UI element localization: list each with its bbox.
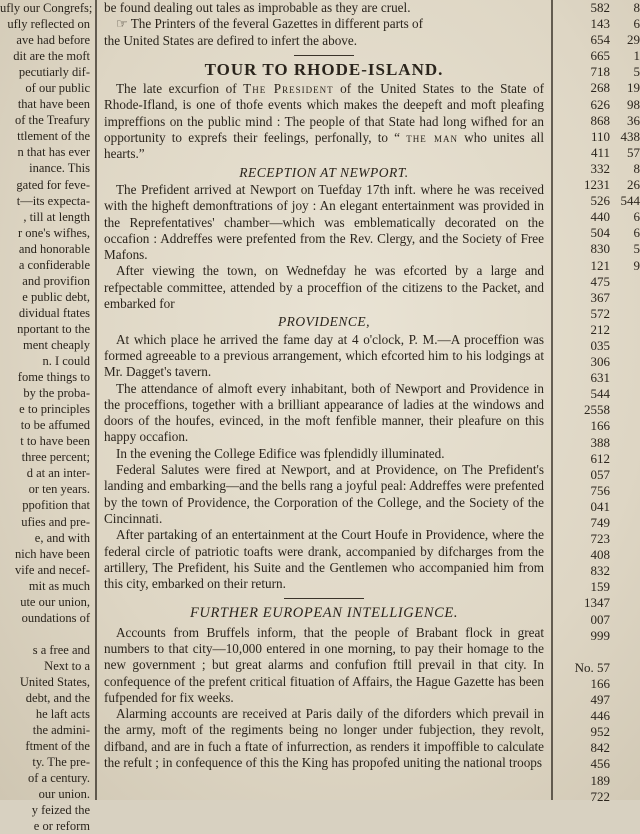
number-row xyxy=(556,113,640,129)
left-column-line: nich have been xyxy=(15,546,90,561)
number-cell: 612 xyxy=(590,450,610,466)
providence-paragraph-4: Federal Salutes were fired at Newport, and at Providence, on The Prefident's landing and embarking—and the bells rang a joyful peal: Addreffes were prefented by the town of Providence, the Corporation of the College, and the Society of the Cincinnati. xyxy=(104,462,544,526)
number-cell xyxy=(610,660,640,676)
number-cell: 110 xyxy=(590,128,610,144)
left-column-line xyxy=(0,626,92,642)
left-column-line: that have been xyxy=(17,97,90,112)
number-cell xyxy=(610,290,640,306)
number-row xyxy=(556,789,640,805)
divider xyxy=(294,55,354,56)
number-cell xyxy=(610,402,640,418)
number-row xyxy=(556,740,640,756)
number-row xyxy=(556,97,640,113)
number-cell: 497 xyxy=(590,692,610,708)
number-cell: 665 xyxy=(590,48,610,64)
number-cell: 057 xyxy=(590,466,610,482)
tour-intro-c: who unites all hearts.” xyxy=(104,130,544,162)
left-column-line: ttlement of the xyxy=(17,129,90,144)
number-cell: 830 xyxy=(590,241,610,257)
number-row xyxy=(556,547,640,563)
number-cell xyxy=(610,805,640,821)
providence-heading: PROVIDENCE, xyxy=(277,314,371,330)
left-column-line: and honorable xyxy=(18,241,90,256)
number-cell: 718 xyxy=(590,64,610,80)
number-cell: 9 xyxy=(633,257,640,273)
number-cell: 438 xyxy=(620,128,640,144)
number-cell: 756 xyxy=(590,482,610,498)
number-cell xyxy=(610,338,640,354)
number-cell: 440 xyxy=(590,209,610,225)
left-column-line: t to have been xyxy=(20,434,90,449)
number-row xyxy=(556,16,640,32)
left-column-line: , till at length xyxy=(23,209,90,224)
left-column-line: ppofition that xyxy=(22,498,90,513)
number-cell: 36 xyxy=(627,112,640,128)
number-row xyxy=(556,402,640,418)
number-cell: 6 xyxy=(633,225,640,241)
number-cell xyxy=(610,322,640,338)
left-column-line: ufly reflected on xyxy=(7,17,90,32)
printers-notice xyxy=(104,16,544,32)
left-column-line: by the proba- xyxy=(23,386,90,401)
left-column-line: t—its expecta- xyxy=(16,193,90,208)
number-row xyxy=(556,756,640,772)
number-row xyxy=(556,161,640,177)
printers-notice-line-2: the United States are defired to infert the above. xyxy=(104,32,358,48)
number-cell xyxy=(610,692,640,708)
number-cell: 388 xyxy=(590,434,610,450)
left-column-line: n. I could xyxy=(42,354,90,369)
left-column-line: s a free and xyxy=(32,642,90,657)
number-row xyxy=(556,386,640,402)
number-row xyxy=(556,0,640,16)
left-column-line: of a century. xyxy=(27,771,90,786)
left-column-line: ment cheaply xyxy=(23,337,90,352)
number-cell: 952 xyxy=(590,724,610,740)
number-row xyxy=(556,209,640,225)
number-row xyxy=(556,612,640,628)
number-cell: 475 xyxy=(590,273,610,289)
number-cell xyxy=(610,306,640,322)
left-column-line: of the Treafury xyxy=(15,113,90,128)
number-row xyxy=(556,595,640,611)
number-cell xyxy=(610,628,640,644)
number-cell: 456 xyxy=(590,756,610,772)
number-cell: 868 xyxy=(590,112,610,128)
number-row xyxy=(556,338,640,354)
number-row xyxy=(556,773,640,789)
number-cell xyxy=(610,515,640,531)
left-column xyxy=(0,0,93,834)
left-column-line: three percent; xyxy=(21,450,90,465)
left-column-line: ufly our Congrefs; xyxy=(0,1,93,15)
number-cell: 189 xyxy=(590,772,610,788)
number-cell: 007 xyxy=(590,611,610,627)
right-column xyxy=(556,0,640,804)
tour-intro-b: of the United States to the State of Rhode-Ifland, is one of thofe events which makes the deepeft and moft pleafing impreffions on the public mind : The people of that State had long wifhed for an opportunity to exprefs their feelings, perfonally, to “ xyxy=(104,81,544,146)
providence-paragraph-2: The attendance of almoft every inhabitant, both of Newport and Providence in the proceffions, together with a brilliant appearance of ladies at the windows and doors of the houfes, evinced, in the moft fenfible manner, their pleafure on this happy occafion. xyxy=(104,380,544,445)
number-cell xyxy=(610,756,640,772)
number-cell: 19 xyxy=(627,80,640,96)
number-cell xyxy=(610,676,640,692)
left-column-line: pecutiarly dif- xyxy=(18,65,90,80)
left-column-line: nportant to the xyxy=(17,321,90,336)
number-cell: 268 xyxy=(590,80,610,96)
number-row xyxy=(556,48,640,64)
number-cell: 832 xyxy=(590,563,610,579)
left-column-line: n that has ever xyxy=(17,145,90,160)
number-cell: 5 xyxy=(633,64,640,80)
number-cell xyxy=(610,274,640,290)
number-cell: 035 xyxy=(590,337,610,353)
number-cell: 6 xyxy=(633,209,640,225)
left-column-line: e or reform xyxy=(33,819,90,834)
number-cell: 8 xyxy=(633,160,640,176)
number-cell xyxy=(556,805,610,821)
number-row xyxy=(556,805,640,821)
left-column-line: ave had before xyxy=(16,33,90,48)
left-column-line: inance. This xyxy=(29,161,90,176)
number-row xyxy=(556,258,640,274)
number-cell xyxy=(610,740,640,756)
number-cell xyxy=(610,499,640,515)
number-cell: 166 xyxy=(590,675,610,691)
number-cell: 411 xyxy=(590,144,610,160)
number-row xyxy=(556,692,640,708)
number-cell: 544 xyxy=(590,386,610,402)
number-cell: 2558 xyxy=(584,402,610,418)
left-column-line: United States, xyxy=(19,674,90,689)
number-row xyxy=(556,290,640,306)
number-cell: 6 xyxy=(633,16,640,32)
european-heading: FURTHER EUROPEAN INTELLIGENCE. xyxy=(189,605,459,622)
number-row xyxy=(556,628,640,644)
number-cell xyxy=(610,789,640,805)
left-column-line: gated for feve- xyxy=(16,177,90,192)
left-column-line: e to principles xyxy=(19,402,90,417)
main-column xyxy=(104,0,544,800)
left-column-line: to be affumed xyxy=(20,418,90,433)
left-column-line: vife and necef- xyxy=(15,562,90,577)
number-cell: No. 57 xyxy=(574,659,610,675)
number-cell xyxy=(610,547,640,563)
left-column-line: and provifion xyxy=(22,273,90,288)
number-cell: 723 xyxy=(590,531,610,547)
number-row xyxy=(556,129,640,145)
european-paragraph-1: Accounts from Bruffels inform, that the people of Brabant flock in great numbers to that city—10,000 entered in one morning, to pay their homage to the new government ; but great alarms and confufion ftill prevail in that city. In confequence of the prefent critical fituation of Affairs, the Hague Gazette has been fufpended for fix weeks. xyxy=(104,624,544,705)
left-column-line: debt, and the xyxy=(25,691,90,706)
number-cell: 29 xyxy=(627,32,640,48)
number-row xyxy=(556,515,640,531)
left-column-line: our union. xyxy=(38,787,90,802)
left-column-line: he laft acts xyxy=(35,707,90,722)
number-cell: 1347 xyxy=(584,595,610,611)
number-cell: 842 xyxy=(590,740,610,756)
left-column-line: ty. The pre- xyxy=(32,755,90,770)
number-cell xyxy=(610,531,640,547)
providence-paragraph-3: In the evening the College Edifice was fplendidly illuminated. xyxy=(116,445,445,461)
number-cell xyxy=(610,354,640,370)
reception-paragraph-2: After viewing the town, on Wednefday he was efcorted by a large and refpectable committee, attended by a proceffion of the citizens to the Packet, and embarked for xyxy=(104,263,544,312)
tour-intro xyxy=(104,81,544,162)
number-row xyxy=(556,708,640,724)
number-cell: 582 xyxy=(590,0,610,15)
left-column-line: oundations of xyxy=(21,610,90,625)
number-row xyxy=(556,563,640,579)
number-row xyxy=(556,418,640,434)
left-column-line: or ten years. xyxy=(28,482,90,497)
number-cell: 041 xyxy=(590,498,610,514)
number-cell: 98 xyxy=(627,96,640,112)
number-row xyxy=(556,435,640,451)
number-cell: 654 xyxy=(590,32,610,48)
number-cell: 626 xyxy=(590,96,610,112)
providence-paragraph-5: After partaking of an entertainment at the Court Houfe in Providence, where the federal circle of patriotic toafts were drank, accompanied by difcharges from the artillery, The Prefident, his Suite and the Gentlemen who accompanied him from this city, embarked on their return. xyxy=(104,527,544,592)
number-cell xyxy=(610,579,640,595)
top-line: be found dealing out tales as improbable as they are cruel. xyxy=(104,0,411,15)
left-column-line: ftment of the xyxy=(25,739,90,754)
column-rule-right xyxy=(551,0,553,800)
number-cell xyxy=(610,595,640,611)
number-cell: 121 xyxy=(590,257,610,273)
number-cell: 544 xyxy=(620,193,640,209)
number-row xyxy=(556,483,640,499)
number-row xyxy=(556,660,640,676)
number-row xyxy=(556,241,640,257)
number-cell: 26 xyxy=(627,177,640,193)
number-cell: 446 xyxy=(590,708,610,724)
number-row xyxy=(556,80,640,96)
number-cell xyxy=(556,644,610,660)
tour-intro-a: The late excurfion of xyxy=(116,81,244,97)
number-cell: 572 xyxy=(590,305,610,321)
tour-title: TOUR TO RHODE-ISLAND. xyxy=(204,59,444,79)
number-row xyxy=(556,467,640,483)
tour-intro-man: the man xyxy=(406,130,458,146)
left-column-line: e public debt, xyxy=(22,289,90,304)
number-row xyxy=(556,274,640,290)
number-cell: 631 xyxy=(590,370,610,386)
european-paragraph-2: Alarming accounts are received at Paris daily of the diforders which prevail in the army, moft of the regiments being no longer under fubjection, they revolt, difband, and are in fuch a ftate of infurrection, as renders it impoffible to calculate the refult ; in confequence of this the King has propofed uniting the national troops xyxy=(104,706,544,771)
column-rule-left xyxy=(95,0,97,800)
left-column-line: Next to a xyxy=(44,658,90,673)
number-cell: 504 xyxy=(590,225,610,241)
left-column-line: of our public xyxy=(25,81,90,96)
number-row xyxy=(556,32,640,48)
number-row xyxy=(556,579,640,595)
number-cell: 166 xyxy=(590,418,610,434)
left-column-line: dit are the moft xyxy=(13,49,90,64)
number-cell xyxy=(610,451,640,467)
left-column-line: r one's wifhes, xyxy=(17,225,90,240)
number-row xyxy=(556,145,640,161)
number-cell xyxy=(610,435,640,451)
number-cell: 8 xyxy=(633,0,640,15)
number-cell: 1 xyxy=(633,48,640,64)
left-column-line: y feized the xyxy=(31,803,90,818)
pointing-hand-icon: ☞ xyxy=(116,16,128,32)
number-cell: 332 xyxy=(590,160,610,176)
left-column-line: d at an inter- xyxy=(26,466,90,481)
number-row xyxy=(556,193,640,209)
left-column-line: e, and with xyxy=(34,530,90,545)
number-cell: 212 xyxy=(590,321,610,337)
left-column-line: dividual ftates xyxy=(18,305,90,320)
number-cell: 1231 xyxy=(584,177,610,193)
number-cell: 57 xyxy=(627,144,640,160)
number-cell xyxy=(610,370,640,386)
number-row xyxy=(556,322,640,338)
number-cell: 5 xyxy=(633,241,640,257)
number-row xyxy=(556,64,640,80)
number-cell xyxy=(610,773,640,789)
left-column-line: the admini- xyxy=(32,723,90,738)
number-cell xyxy=(610,644,640,660)
number-cell: 306 xyxy=(590,354,610,370)
number-row xyxy=(556,177,640,193)
tour-intro-president: The President xyxy=(243,81,334,97)
number-cell xyxy=(610,386,640,402)
number-row xyxy=(556,370,640,386)
left-column-line: ufies and pre- xyxy=(21,514,90,529)
divider xyxy=(284,598,364,599)
left-column-line: mit as much xyxy=(28,578,90,593)
left-column-line: a confiderable xyxy=(18,257,90,272)
number-row xyxy=(556,724,640,740)
number-cell: 999 xyxy=(590,627,610,643)
number-cell xyxy=(610,708,640,724)
providence-paragraph-1: At which place he arrived the fame day at 4 o'clock, P. M.—A proceffion was formed agreeable to a previous arrangement, which efcorted him to his lodgings at Mr. Dagget's tavern. xyxy=(104,331,544,380)
number-row xyxy=(556,499,640,515)
number-row xyxy=(556,644,640,660)
number-row xyxy=(556,676,640,692)
number-row xyxy=(556,225,640,241)
number-cell xyxy=(610,418,640,434)
number-cell xyxy=(610,724,640,740)
number-row xyxy=(556,354,640,370)
number-cell xyxy=(610,467,640,483)
number-cell: 722 xyxy=(590,788,610,804)
number-cell: 408 xyxy=(590,547,610,563)
left-column-line: ute our union, xyxy=(20,594,90,609)
number-cell: 749 xyxy=(590,515,610,530)
number-cell: 367 xyxy=(590,289,610,305)
number-cell xyxy=(610,483,640,499)
left-column-line: fome things to xyxy=(17,370,90,385)
reception-heading: RECEPTION AT NEWPORT. xyxy=(239,164,409,180)
number-cell: 143 xyxy=(590,16,610,32)
number-cell: 526 xyxy=(590,193,610,209)
number-row xyxy=(556,306,640,322)
number-row xyxy=(556,531,640,547)
number-cell xyxy=(610,563,640,579)
printers-notice-line-1: The Printers of the feveral Gazettes in different parts of xyxy=(130,16,424,32)
number-cell xyxy=(610,612,640,628)
number-cell: 159 xyxy=(590,579,610,595)
number-row xyxy=(556,451,640,467)
reception-paragraph-1: The Prefident arrived at Newport on Tuefday 17th inft. where he was received with the higheft demonftrations of joy : An elegant entertainment was provided in the Reprefentatives' chamber—which was emblematically decorated on the occafion : Addreffes were prefented from the Rev. Clergy, and the Society of Free Mafons. xyxy=(104,181,544,263)
